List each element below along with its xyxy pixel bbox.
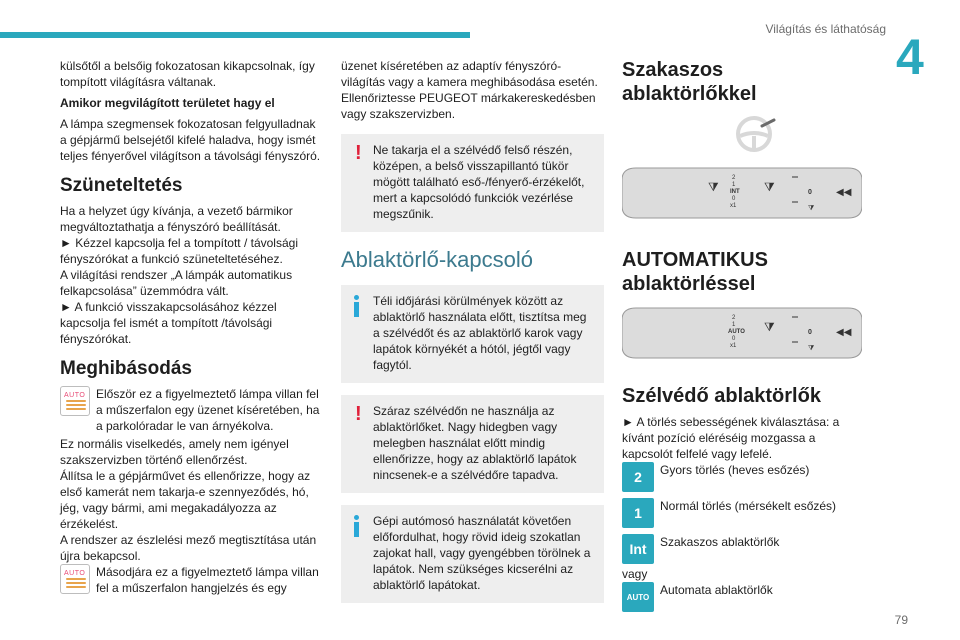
heading-automatikus: AUTOMATIKUS ablaktörléssel bbox=[622, 249, 768, 295]
paragraph: A lámpa szegmensek fokozatosan felgyulladnak a gépjármű belsejétől kifelé haladva, hogy ismét teljes fényerővel világítson a távolsági fényszóró. bbox=[60, 117, 321, 163]
paragraph: Ez normális viselkedés, amely nem igényel szakszervizben történő ellenőrzést. bbox=[60, 437, 289, 467]
lever-position-label: x1 bbox=[730, 203, 737, 209]
svg-text:⧩: ⧩ bbox=[764, 320, 775, 334]
wiper-lever-diagram-int bbox=[622, 162, 862, 224]
speed-label: Gyors törlés (heves esőzés) bbox=[660, 463, 810, 477]
lever-position-label: 2 bbox=[732, 175, 736, 181]
svg-text:⧩: ⧩ bbox=[708, 180, 719, 194]
speed-badge: 2 bbox=[622, 462, 654, 492]
section-title: Világítás és láthatóság bbox=[765, 22, 886, 36]
paragraph: A világítási rendszer „A lámpák automatikus felkapcsolása” üzemmódra vált. bbox=[60, 268, 293, 298]
paragraph: Ha a helyzet úgy kívánja, a vezető bármikor megváltoztathatja a fényszóró beállítását. bbox=[60, 204, 293, 234]
info-icon bbox=[354, 515, 359, 537]
warning-note: ! Száraz szélvédőn ne használja az ablaktörlőket. Nagy hidegben vagy melegben használat előtt mindig ellenőrizze, hogy az ablaktörlő lapátok nincsenek-e a szélvédőre tapadva. bbox=[341, 395, 604, 493]
heading-szuneteltetes: Szüneteltetés bbox=[60, 175, 183, 196]
paragraph: külsőtől a belsőig fokozatosan kikapcsolnak, így tompított világításra váltanak. bbox=[60, 59, 315, 89]
lever-position-label: 2 bbox=[732, 315, 736, 321]
warning-note: ! Ne takarja el a szélvédő felső részén, középen, a belső visszapillantó tükör mögött található eső-/fényerő-érzékelőt, mert a kapcsolódó funkciók vezérlése megszűnik. bbox=[341, 134, 604, 232]
exclamation-icon: ! bbox=[355, 403, 362, 425]
paragraph: ► Kézzel kapcsolja fel a tompított / távolsági fényszórókat a funkció szüneteltetéséhez. bbox=[60, 236, 298, 266]
lever-position-label: INT bbox=[730, 189, 740, 195]
speed-badge: AUTO bbox=[622, 582, 654, 612]
lever-position-label: 1 bbox=[732, 182, 736, 188]
speed-item bbox=[622, 534, 860, 564]
speed-item bbox=[622, 462, 860, 492]
steering-wheel-icon bbox=[622, 112, 862, 156]
column-2 bbox=[341, 58, 604, 615]
paragraph: ► A funkció visszakapcsolásához kézzel kapcsolja fel ismét a tompított /távolsági fényszórókat. bbox=[60, 300, 277, 346]
lever-position-label: 0 bbox=[732, 196, 736, 202]
auto-headlamp-warning-icon: AUTO bbox=[60, 564, 90, 594]
column-1 bbox=[60, 58, 322, 598]
exclamation-icon: ! bbox=[355, 142, 362, 164]
lever-position-label: 1 bbox=[732, 322, 736, 328]
speed-badge: Int bbox=[622, 534, 654, 564]
lever-zero-label: 0 bbox=[808, 329, 812, 336]
page-number: 79 bbox=[894, 613, 908, 627]
lever-position-label: x1 bbox=[730, 343, 737, 349]
subheading: Amikor megvilágított területet hagy el bbox=[60, 96, 275, 110]
or-text: vagy bbox=[622, 567, 648, 581]
header-accent-bar bbox=[0, 32, 470, 38]
svg-text:⧩: ⧩ bbox=[764, 180, 775, 194]
speed-label: Normál törlés (mérsékelt esőzés) bbox=[660, 499, 837, 513]
lever-zero-label: 0 bbox=[808, 189, 812, 196]
svg-text:⧩: ⧩ bbox=[808, 204, 815, 212]
speed-label: Szakaszos ablaktörlők bbox=[660, 535, 780, 549]
paragraph: A rendszer az észlelési mező megtisztítása után újra bekapcsol. bbox=[60, 533, 317, 563]
info-note: Gépi autómosó használatát követően előfordulhat, hogy rövid ideig szokatlan zajokat hall, vagy gyengébben törölnek a lapátok. Nem szükséges kicserélni az ablaktörlő lapátokat. bbox=[341, 505, 604, 603]
svg-text:◀◀: ◀◀ bbox=[836, 187, 852, 198]
heading-meghibasodas: Meghibásodás bbox=[60, 358, 192, 379]
lever-position-label: AUTO bbox=[728, 329, 745, 335]
heading-ablaktorlo-kapcsolo: Ablaktörlő-kapcsoló bbox=[341, 247, 533, 272]
svg-text:⧩: ⧩ bbox=[808, 344, 815, 352]
svg-text:◀◀: ◀◀ bbox=[836, 327, 852, 338]
warning-lamp-note-1: AUTO Először ez a figyelmeztető lámpa villan fel a műszerfalon egy üzenet kíséretében, ha a parkolóradar le van árnyékolva. bbox=[60, 386, 322, 434]
paragraph: ► A törlés sebességének kiválasztása: a kívánt pozíció eléréséig mozgassa a kapcsolót felfelé vagy lefelé. bbox=[622, 415, 840, 461]
info-note: Téli időjárási körülmények között az ablaktörlő használata előtt, tisztítsa meg a szélvédőt és az ablaktörlő karok vagy lapátok környékét a hótól, jégtől vagy fagytól. bbox=[341, 285, 604, 383]
paragraph: üzenet kíséretében az adaptív fényszóró-világítás vagy a kamera meghibásodása esetén. Ellenőriztesse PEUGEOT márkakereskedésben vagy szakszervizben. bbox=[341, 59, 598, 121]
auto-headlamp-warning-icon: AUTO bbox=[60, 386, 90, 416]
heading-szelvedo: Szélvédő ablaktörlők bbox=[622, 385, 821, 407]
wiper-lever-diagram-auto bbox=[622, 302, 862, 364]
info-icon bbox=[354, 295, 359, 317]
heading-szakaszos: Szakaszos ablaktörlőkkel bbox=[622, 59, 757, 105]
speed-badge: 1 bbox=[622, 498, 654, 528]
chapter-number: 4 bbox=[896, 29, 924, 85]
warning-lamp-note-2: AUTO Másodjára ez a figyelmeztető lámpa villan fel a műszerfalon hangjelzés és egy bbox=[60, 564, 322, 596]
speed-item bbox=[622, 582, 860, 612]
column-3 bbox=[622, 58, 860, 618]
lever-position-label: 0 bbox=[732, 336, 736, 342]
speed-item bbox=[622, 498, 860, 528]
speed-label: Automata ablaktörlők bbox=[660, 583, 773, 597]
paragraph: Állítsa le a gépjárművet és ellenőrizze, hogy az első kamerát nem takarja-e szennyeződés, hó, jég, vagy bármi, ami megakadályozza az érzékelést. bbox=[60, 469, 311, 531]
